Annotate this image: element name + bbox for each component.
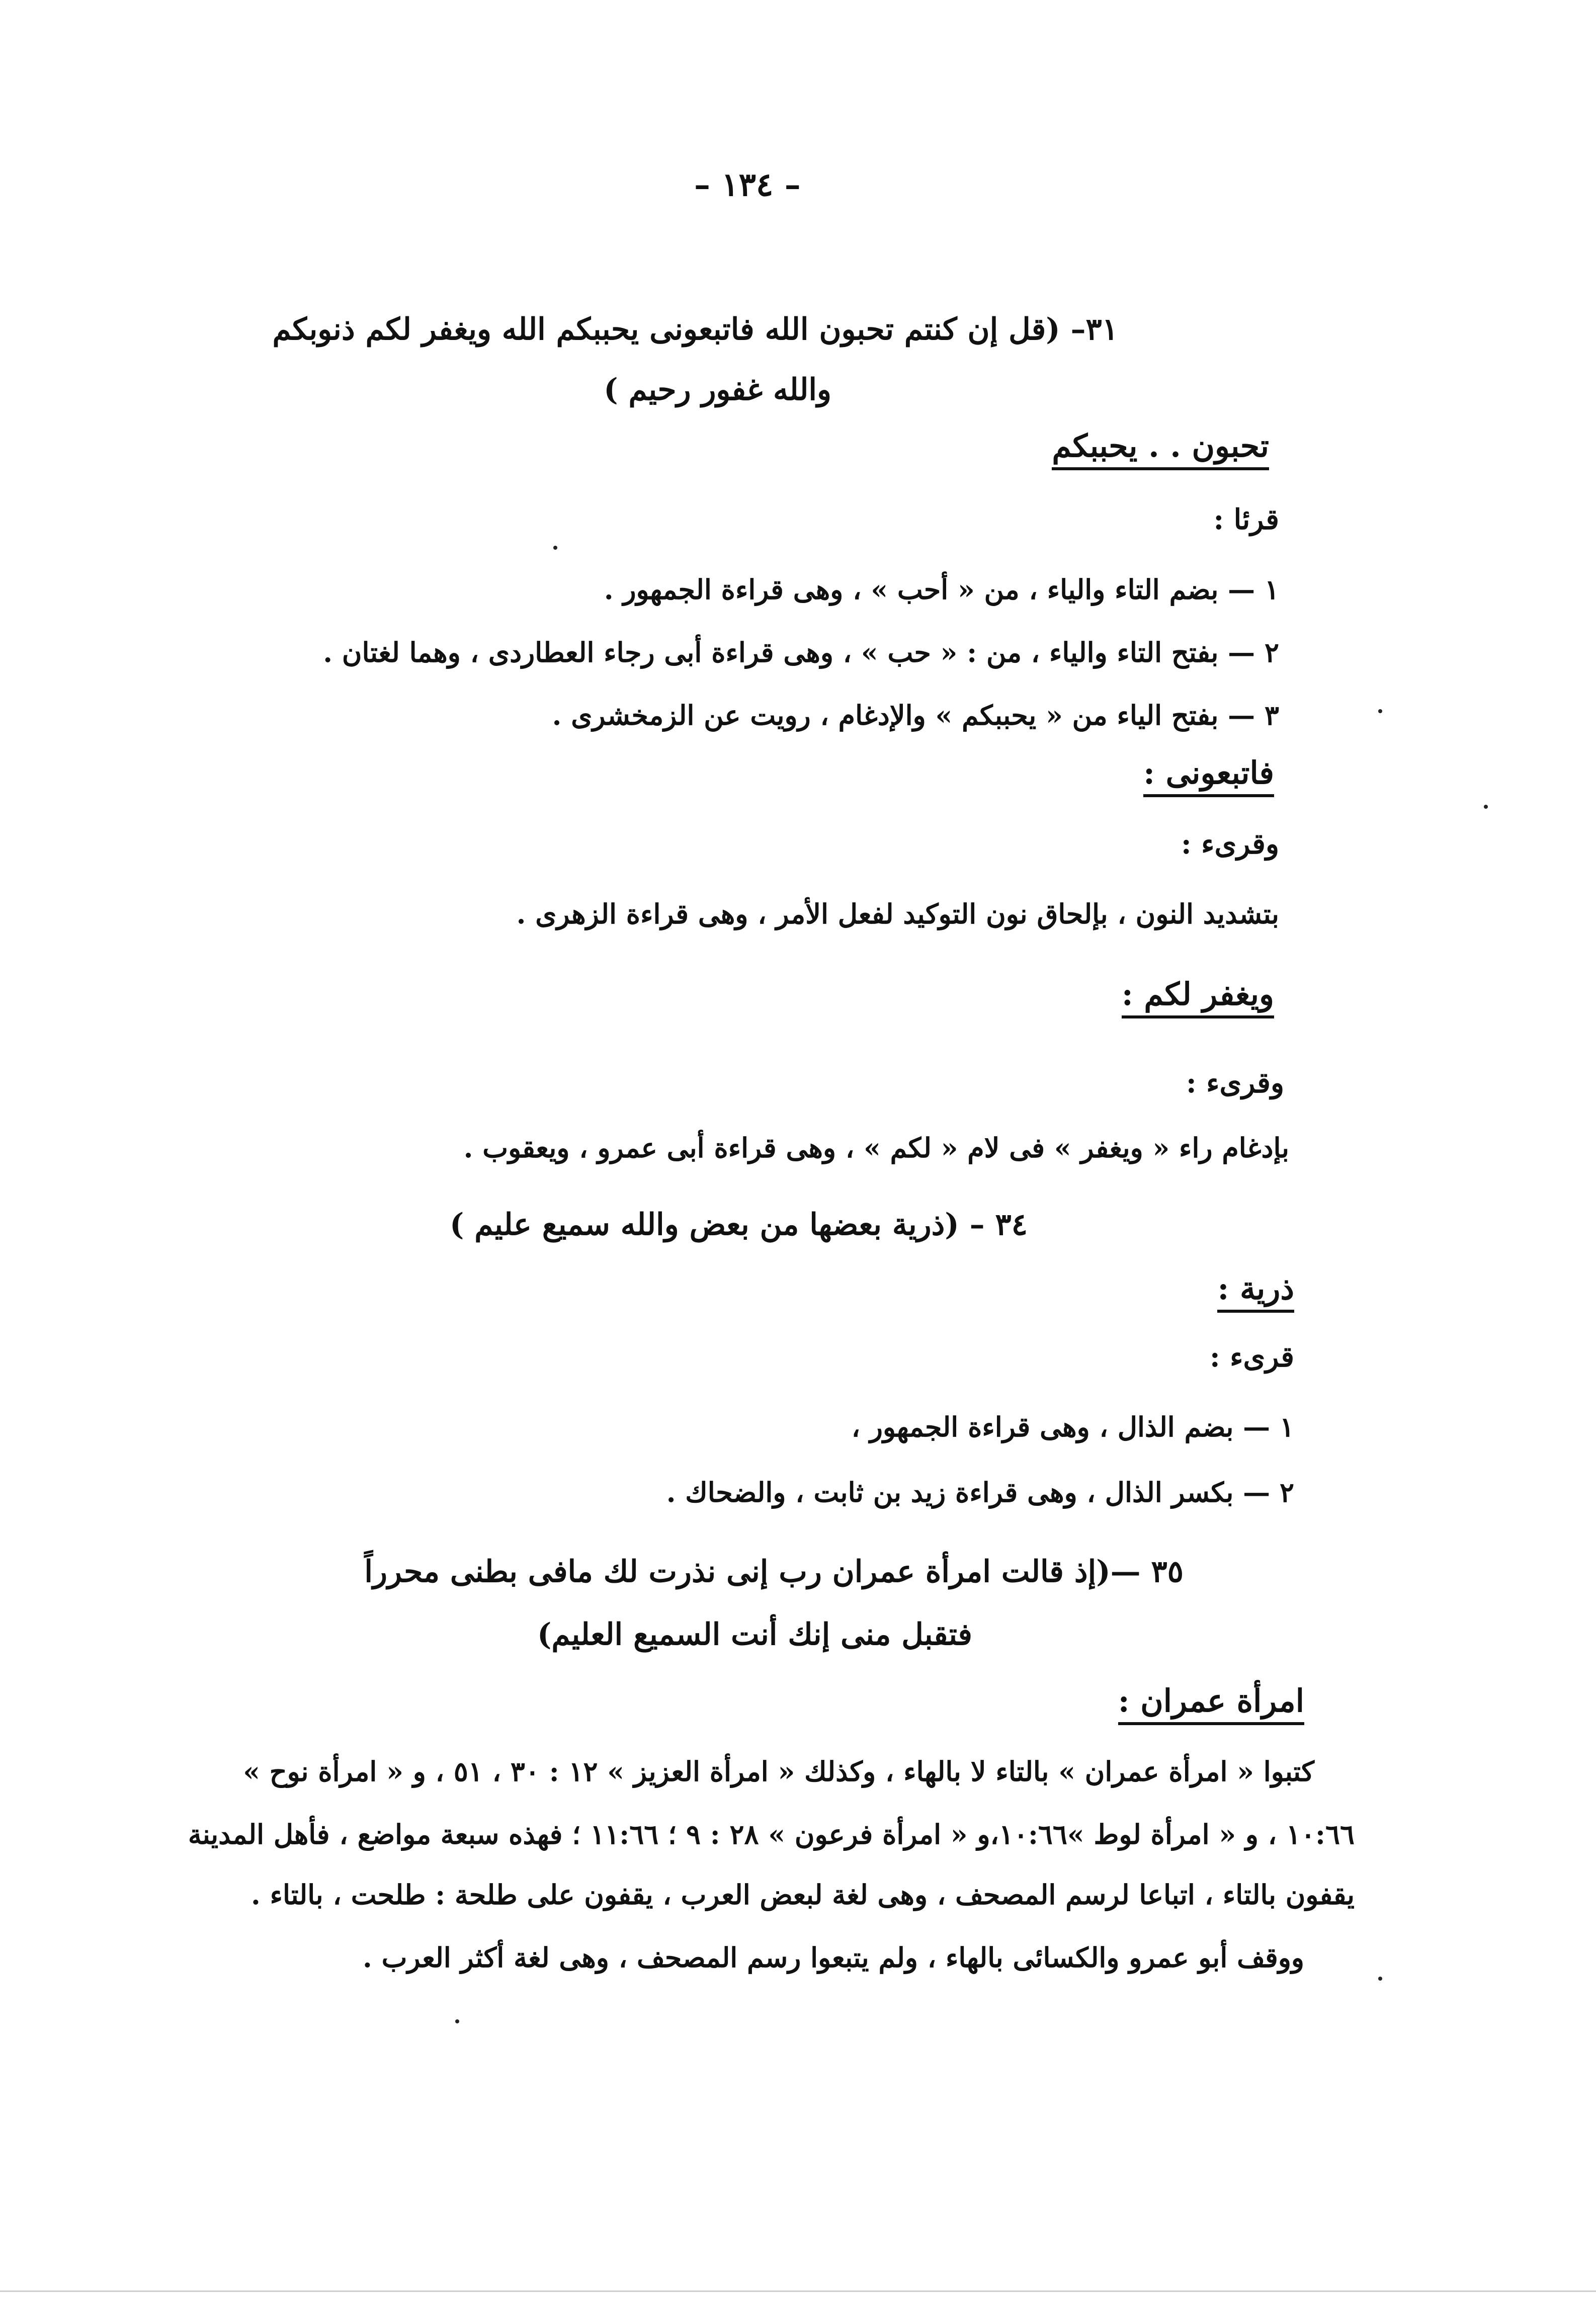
- paragraph-line-3: يقفون بالتاء ، اتباعا لرسم المصحف ، وهى لغة لبعض العرب ، يقفون على طلحة : طلحت ، بالتاء .: [251, 1879, 1355, 1911]
- reading-2: ٢ — بكسر الذال ، وهى قراءة زيد بن ثابت ، والضحاك .: [666, 1476, 1294, 1508]
- label-quria: وقرىء :: [1186, 1066, 1284, 1099]
- reading-text: بتشديد النون ، بإلحاق نون التوكيد لفعل الأمر ، وهى قراءة الزهرى .: [516, 898, 1279, 930]
- verse-34: ٣٤ – (ذرية بعضها من بعض والله سميع عليم ): [449, 1207, 1028, 1242]
- paragraph-line-4: ووقف أبو عمرو والكسائى بالهاء ، ولم يتبعوا رسم المصحف ، وهى لغة أكثر العرب .: [363, 1941, 1304, 1974]
- reading-text: بإدغام راء « ويغفر » فى لام « لكم » ، وهى قراءة أبى عمرو ، ويعقوب .: [463, 1132, 1289, 1164]
- viewer-bottom-edge: [0, 2290, 1596, 2292]
- heading-fattabiuni: [1143, 754, 1274, 791]
- heading-text: امرأة عمران :: [1118, 1682, 1304, 1725]
- heading-text: فاتبعونى :: [1143, 754, 1274, 797]
- heading-text: ذرية :: [1217, 1270, 1294, 1313]
- paragraph-line-1: كتبوا « امرأة عمران » بالتاء لا بالهاء ، وكذلك « امرأة العزيز » ١٢ : ٣٠ ، ٥١ ، و « امرأة نوح »: [243, 1755, 1314, 1788]
- verse-31-line-2: والله غفور رحيم ): [604, 372, 831, 407]
- heading-dhurriya: [1217, 1270, 1294, 1307]
- verse-35-line-2: فتقبل منى إنك أنت السميع العليم): [537, 1617, 972, 1652]
- heading-imraat-imran: [1118, 1682, 1304, 1719]
- scan-speck: [1484, 805, 1488, 809]
- heading-text: تحبون . . يحببكم: [1052, 428, 1269, 470]
- reading-1: ١ — بضم التاء والياء ، من « أحب » ، وهى قراءة الجمهور .: [604, 573, 1279, 606]
- page-number: – ١٣٤ –: [694, 166, 801, 204]
- scan-speck: [553, 546, 557, 550]
- scan-speck: [1378, 709, 1382, 713]
- verse-35-line-1: ٣٥ —(إذ قالت امرأة عمران رب إنى نذرت لك مافى بطنى محرراً: [364, 1554, 1184, 1589]
- reading-3: ٣ — بفتح الياء من « يحببكم » والإدغام ، رويت عن الزمخشرى .: [552, 699, 1279, 731]
- heading-text: ويغفر لكم :: [1122, 976, 1274, 1018]
- verse-31-line-1: ٣١– (قل إن كنتم تحبون الله فاتبعونى يحببكم الله ويغفر لكم ذنوبكم: [272, 312, 1118, 347]
- scan-speck: [455, 2019, 459, 2023]
- heading-yaghfir-lakum: [1122, 976, 1274, 1012]
- scan-speck: [1378, 1977, 1382, 1981]
- paragraph-line-2: ١٠:٦٦ ، و « امرأة لوط »١٠:٦٦،و « امرأة فرعون » ٢٨ : ٩ ؛ ١١:٦٦ ؛ فهذه سبعة مواضع ، فأهل المدينة: [188, 1818, 1355, 1850]
- reading-2: ٢ — بفتح التاء والياء ، من : « حب » ، وهى قراءة أبى رجاء العطاردى ، وهما لغتان .: [323, 636, 1279, 668]
- label-quria: قرىء :: [1210, 1340, 1294, 1374]
- label-quria: وقرىء :: [1181, 827, 1279, 861]
- reading-1: ١ — بضم الذال ، وهى قراءة الجمهور ،: [851, 1411, 1294, 1443]
- label-quria: قرئا :: [1213, 503, 1279, 536]
- heading-tuhibbun-yuhbibkum: [1052, 428, 1269, 464]
